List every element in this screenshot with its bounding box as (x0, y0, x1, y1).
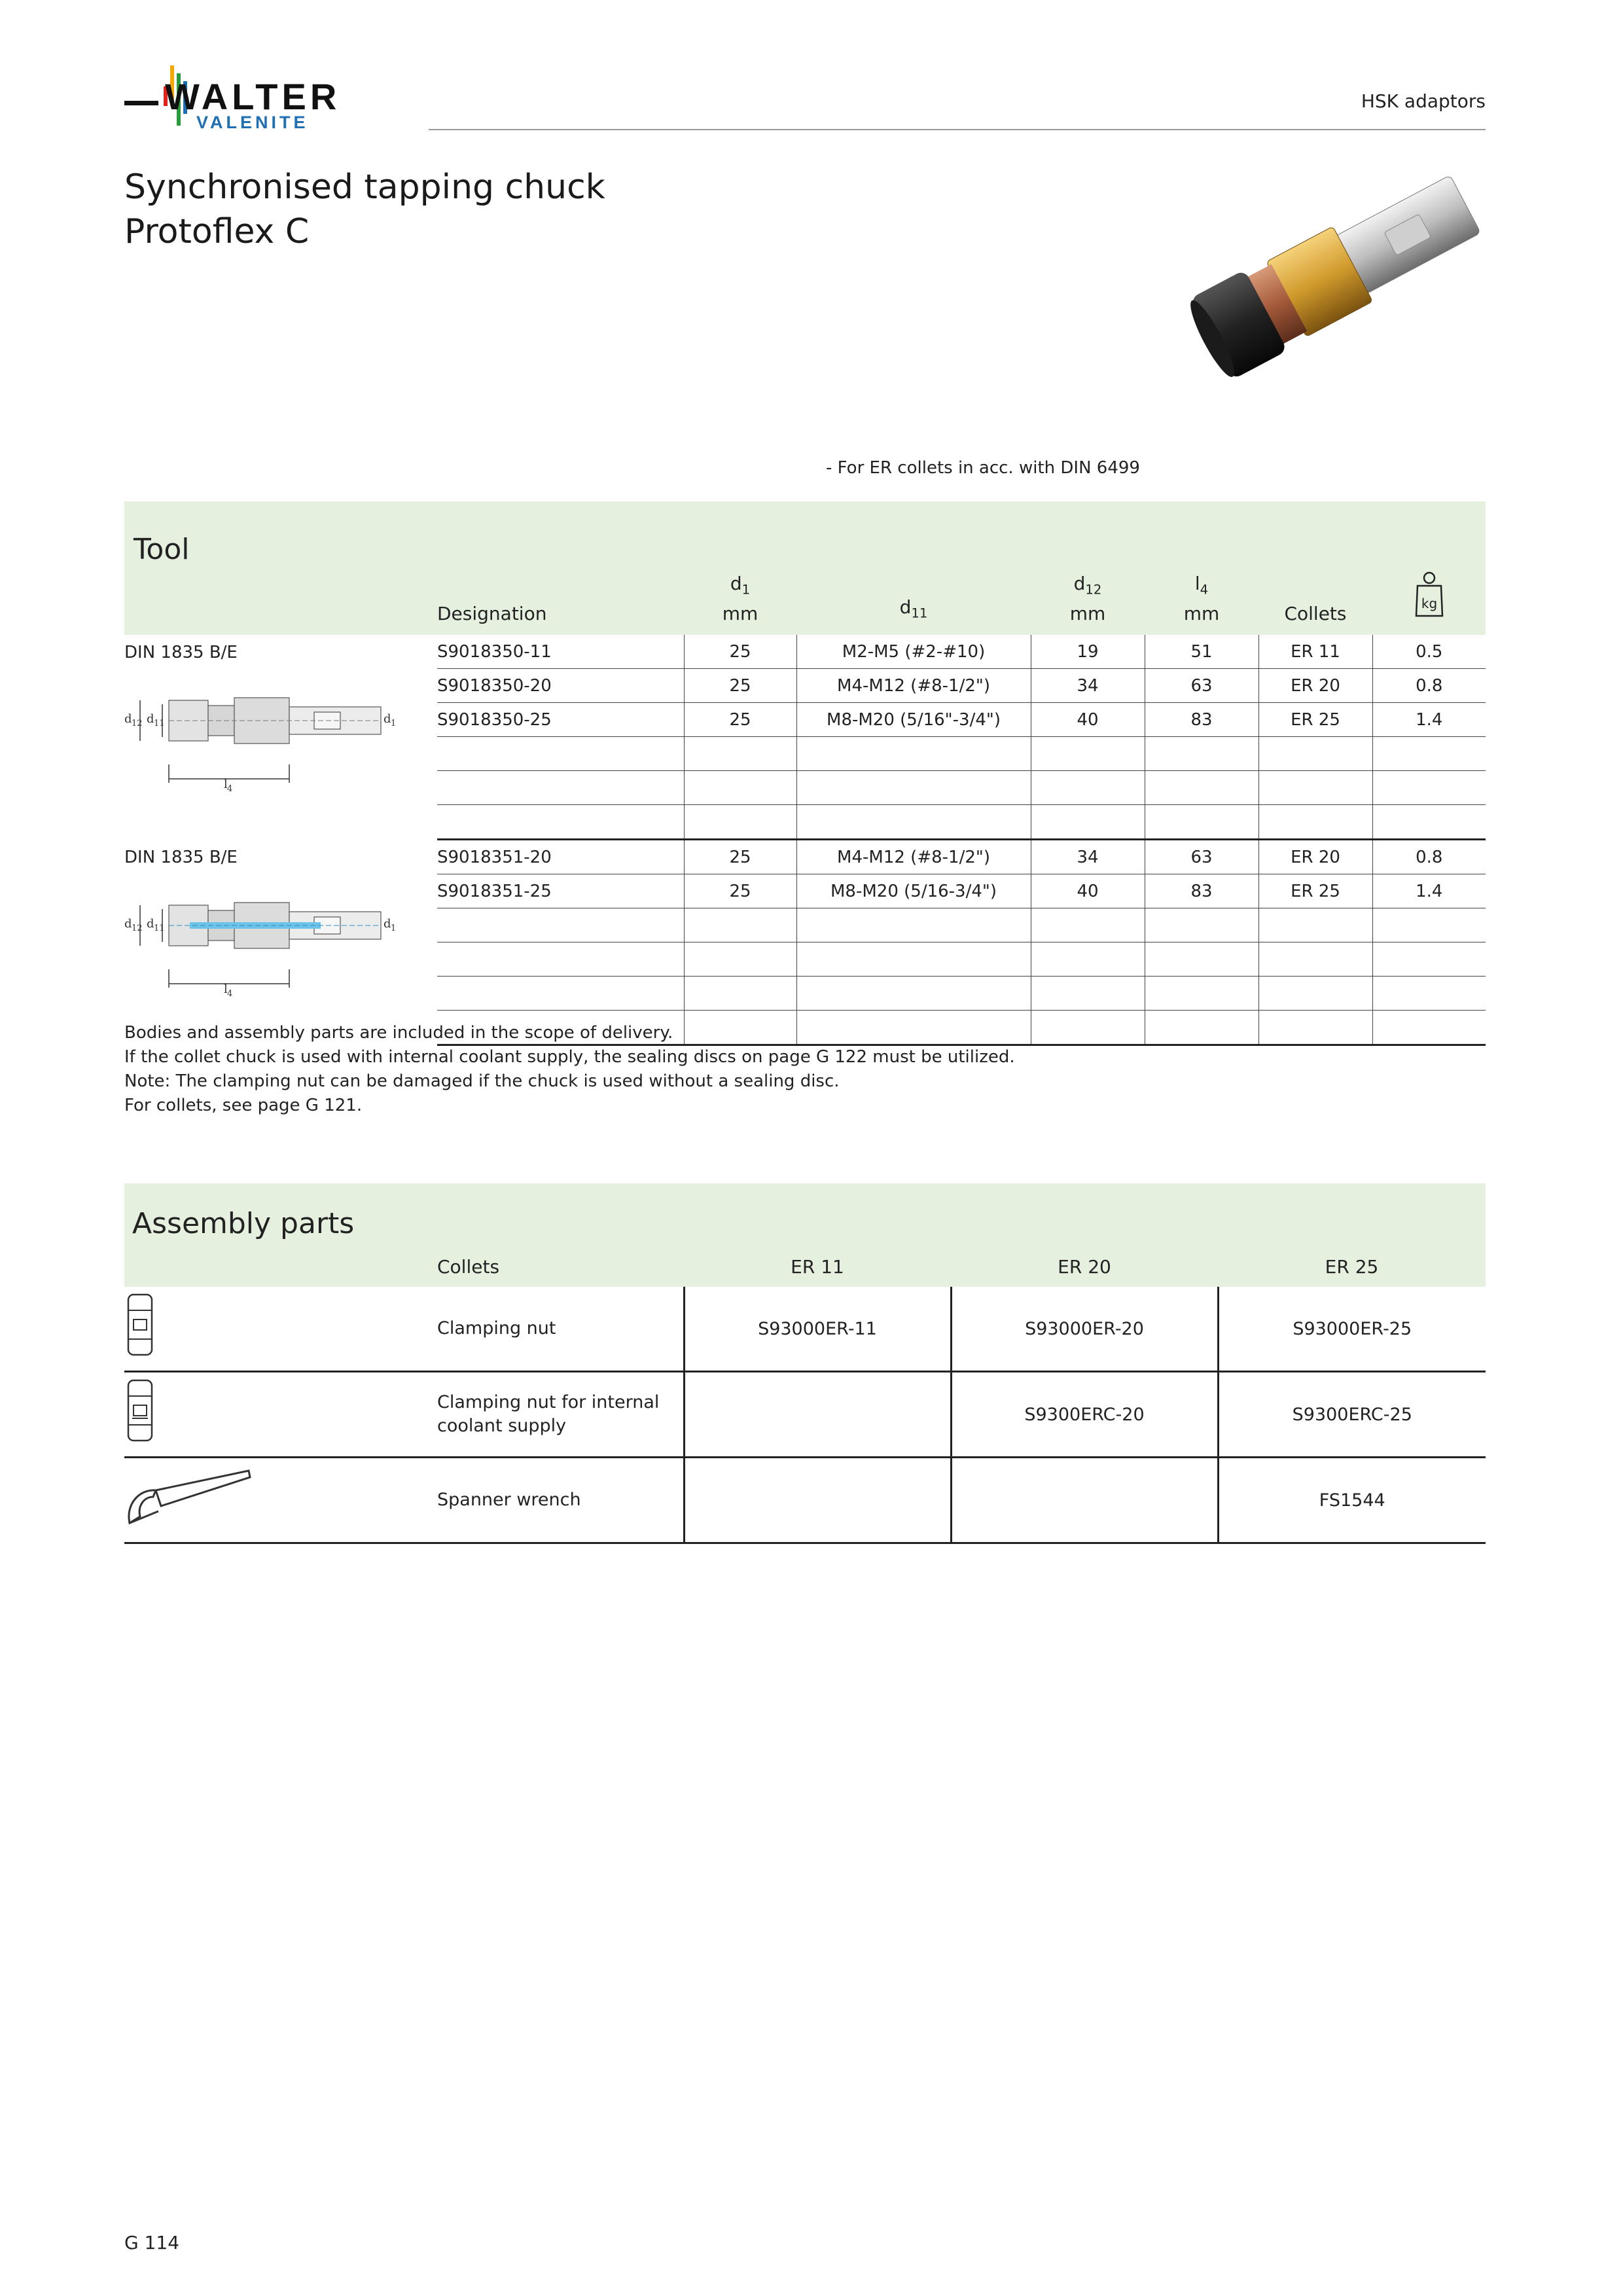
empty-cell (1258, 737, 1372, 771)
spanner-wrench-icon (124, 1465, 255, 1531)
svg-text:4: 4 (227, 784, 233, 794)
collets-value: ER 20 (1258, 840, 1372, 874)
empty-cell (1372, 737, 1486, 771)
empty-cell (1031, 737, 1145, 771)
header-d12: $d_{12}$ mm (1031, 501, 1145, 635)
empty-cell (1145, 942, 1258, 977)
title-line-2: Protoflex C (124, 212, 310, 251)
svg-text:d: d (124, 712, 132, 726)
d12-value: 40 (1031, 874, 1145, 908)
d1-value: 25 (684, 874, 796, 908)
empty-cell (684, 771, 796, 805)
empty-cell (437, 908, 684, 942)
weight-value: 1.4 (1372, 874, 1486, 908)
weight-value: 1.4 (1372, 703, 1486, 737)
empty-cell (684, 908, 796, 942)
icon-cell (124, 1287, 437, 1372)
l4-value: 63 (1145, 669, 1258, 703)
empty-cell (1031, 1011, 1145, 1045)
empty-cell (684, 942, 796, 977)
empty-cell (796, 942, 1031, 977)
svg-text:1: 1 (391, 923, 397, 933)
header-d11: $d_{11}$ (796, 501, 1031, 635)
empty-cell (1145, 805, 1258, 840)
svg-text:12: 12 (132, 719, 143, 728)
empty-cell (1145, 771, 1258, 805)
designation: S9018351-20 (437, 840, 684, 874)
svg-text:d: d (124, 916, 132, 931)
empty-cell (1031, 908, 1145, 942)
empty-cell (1145, 908, 1258, 942)
d1-value: 25 (684, 635, 796, 669)
header-designation: Designation (437, 501, 684, 635)
icon-cell (124, 1372, 437, 1458)
svg-text:d: d (383, 712, 391, 726)
part-name-line-1: Clamping nut for internal (437, 1392, 660, 1412)
assembly-title: Assembly parts (124, 1183, 437, 1287)
empty-cell (796, 805, 1031, 840)
coolant-clamping-nut-icon (124, 1376, 164, 1448)
empty-cell (1031, 942, 1145, 977)
weight-icon-label: kg (1421, 596, 1437, 611)
clamping-nut-icon (124, 1291, 164, 1363)
header-weight (1372, 501, 1486, 635)
er20-part: S93000ER-20 (951, 1287, 1218, 1372)
note-line: Note: The clamping nut can be damaged if the chuck is used without a sealing disc. (124, 1071, 840, 1091)
collets-value: ER 20 (1258, 669, 1372, 703)
empty-cell (1258, 1011, 1372, 1045)
header-er25: ER 25 (1218, 1183, 1486, 1287)
note-line: For collets, see page G 121. (124, 1096, 363, 1115)
designation: S9018351-25 (437, 874, 684, 908)
empty-cell (1145, 1011, 1258, 1045)
assembly-row (124, 1458, 1486, 1543)
svg-text:l: l (224, 982, 228, 996)
title-line-1: Synchronised tapping chuck (124, 168, 605, 207)
table-row (124, 840, 1486, 874)
tool-table-header (124, 501, 1486, 635)
empty-cell (437, 942, 684, 977)
empty-cell (437, 977, 684, 1011)
note-line: If the collet chuck is used with internal coolant supply, the sealing discs on page G 122 must be utilized. (124, 1047, 1015, 1067)
chuck-drawing-2 (124, 896, 399, 1001)
d12-value: 19 (1031, 635, 1145, 669)
logo-wordmark: WALTER (165, 76, 341, 117)
empty-cell (684, 805, 796, 840)
empty-cell (684, 977, 796, 1011)
empty-cell (1258, 977, 1372, 1011)
collet-standard-note: - For ER collets in acc. with DIN 6499 (826, 458, 1140, 478)
icon-cell (124, 1458, 437, 1543)
empty-cell (1145, 737, 1258, 771)
designation: S9018350-25 (437, 703, 684, 737)
logo-subbrand: VALENITE (196, 113, 309, 132)
svg-text:1: 1 (391, 719, 397, 728)
group-2-label-cell (124, 840, 437, 1045)
assembly-row (124, 1372, 1486, 1458)
weight-value: 0.8 (1372, 840, 1486, 874)
tool-table (124, 501, 1486, 1046)
weight-icon (1412, 570, 1446, 620)
l4-value: 63 (1145, 840, 1258, 874)
l4-value: 51 (1145, 635, 1258, 669)
header-er11: ER 11 (684, 1183, 951, 1287)
collets-value: ER 25 (1258, 874, 1372, 908)
empty-cell (796, 737, 1031, 771)
empty-cell (1258, 908, 1372, 942)
empty-cell (1372, 1011, 1486, 1045)
empty-cell (1031, 805, 1145, 840)
chuck-drawing-1 (124, 691, 399, 796)
d11-value: M8-M20 (5/16-3/4") (796, 874, 1031, 908)
collets-value: ER 25 (1258, 703, 1372, 737)
assembly-row (124, 1287, 1486, 1372)
empty-cell (1372, 908, 1486, 942)
empty-cell (796, 977, 1031, 1011)
note-line: Bodies and assembly parts are included in the scope of delivery. (124, 1023, 673, 1043)
product-image (1181, 160, 1495, 383)
page-title (124, 165, 605, 254)
svg-text:4: 4 (227, 988, 233, 999)
empty-cell (796, 908, 1031, 942)
d11-value: M8-M20 (5/16"-3/4") (796, 703, 1031, 737)
weight-value: 0.5 (1372, 635, 1486, 669)
d1-value: 25 (684, 703, 796, 737)
svg-text:d: d (147, 712, 154, 726)
svg-text:11: 11 (154, 923, 165, 933)
empty-cell (1031, 771, 1145, 805)
assembly-parts-table (124, 1183, 1486, 1544)
empty-cell (796, 771, 1031, 805)
header-d1: $d_1$ mm (684, 501, 796, 635)
empty-cell (1258, 942, 1372, 977)
empty-cell (437, 737, 684, 771)
empty-cell (1145, 977, 1258, 1011)
er11-part (684, 1372, 951, 1458)
header-er20: ER 20 (951, 1183, 1218, 1287)
collets-value: ER 11 (1258, 635, 1372, 669)
designation: S9018350-11 (437, 635, 684, 669)
er25-part: S9300ERC-25 (1218, 1372, 1486, 1458)
d12-value: 34 (1031, 669, 1145, 703)
d1-value: 25 (684, 840, 796, 874)
empty-cell (1372, 942, 1486, 977)
delivery-notes (124, 1021, 1015, 1118)
empty-cell (1258, 771, 1372, 805)
empty-cell (1372, 805, 1486, 840)
empty-cell (437, 805, 684, 840)
d11-value: M4-M12 (#8-1/2") (796, 840, 1031, 874)
svg-text:d: d (383, 916, 391, 931)
empty-cell (1258, 805, 1372, 840)
d1-value: 25 (684, 669, 796, 703)
empty-cell (437, 771, 684, 805)
part-name-line-2: coolant supply (437, 1416, 567, 1436)
assembly-header (124, 1183, 1486, 1287)
part-name: Clamping nut (437, 1287, 684, 1372)
d11-value: M4-M12 (#8-1/2") (796, 669, 1031, 703)
header-collets: Collets (437, 1183, 684, 1287)
header-collets: Collets (1258, 501, 1372, 635)
svg-text:11: 11 (154, 719, 165, 728)
empty-cell (684, 737, 796, 771)
er11-part (684, 1458, 951, 1543)
tool-table-title: Tool (124, 501, 437, 635)
l4-value: 83 (1145, 874, 1258, 908)
er11-part: S93000ER-11 (684, 1287, 951, 1372)
svg-text:l: l (224, 778, 228, 791)
header-l4: $l_4$ mm (1145, 501, 1258, 635)
header-rule (429, 129, 1486, 130)
page-number: G 114 (124, 2232, 180, 2253)
group-1-label-cell (124, 635, 437, 840)
l4-value: 83 (1145, 703, 1258, 737)
empty-cell (1372, 771, 1486, 805)
section-name: HSK adaptors (1361, 90, 1486, 112)
er20-part: S9300ERC-20 (951, 1372, 1218, 1458)
svg-text:d: d (147, 916, 154, 931)
er25-part: FS1544 (1218, 1458, 1486, 1543)
part-name (437, 1372, 684, 1458)
d12-value: 40 (1031, 703, 1145, 737)
group-1-label: DIN 1835 B/E (124, 643, 238, 662)
d11-value: M2-M5 (#2-#10) (796, 635, 1031, 669)
svg-text:12: 12 (132, 923, 143, 933)
er20-part (951, 1458, 1218, 1543)
part-name: Spanner wrench (437, 1458, 684, 1543)
table-row (124, 635, 1486, 669)
empty-cell (1372, 977, 1486, 1011)
designation: S9018350-20 (437, 669, 684, 703)
d12-value: 34 (1031, 840, 1145, 874)
weight-value: 0.8 (1372, 669, 1486, 703)
er25-part: S93000ER-25 (1218, 1287, 1486, 1372)
empty-cell (1031, 977, 1145, 1011)
group-2-label: DIN 1835 B/E (124, 847, 238, 867)
